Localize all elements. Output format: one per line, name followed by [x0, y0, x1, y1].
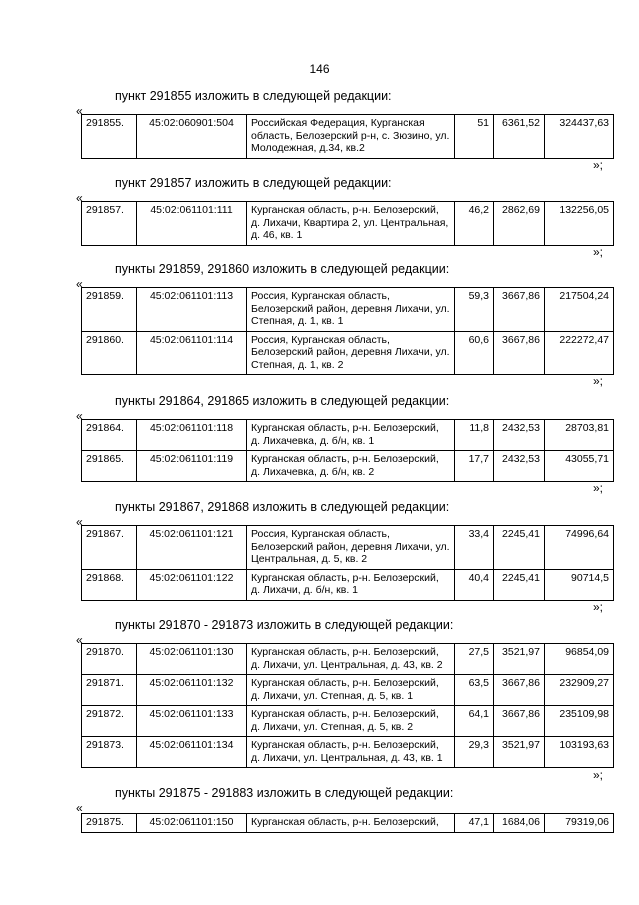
- item-number: 291870.: [82, 644, 137, 675]
- unit-value: 1684,06: [494, 814, 545, 833]
- closing-quote: »;: [593, 600, 604, 614]
- address: Курганская область, р-н. Белозерский, д. Лихачи, ул. Центральная, д. 43, кв. 1: [247, 737, 455, 768]
- section-heading: пункты 291867, 291868 изложить в следующей редакции:: [115, 500, 450, 514]
- area: 64,1: [455, 706, 494, 737]
- items-table: [81, 419, 614, 482]
- item-number: 291875.: [82, 814, 137, 833]
- total-value: 217504,24: [545, 288, 614, 332]
- cadastral-number: 45:02:061101:133: [137, 706, 247, 737]
- opening-quote: «: [76, 277, 83, 291]
- unit-value: 2432,53: [494, 420, 545, 451]
- unit-value: 2245,41: [494, 569, 545, 600]
- item-number: 291860.: [82, 331, 137, 375]
- unit-value: 3521,97: [494, 737, 545, 768]
- cadastral-number: 45:02:061101:113: [137, 288, 247, 332]
- table-row: [82, 644, 614, 675]
- total-value: 28703,81: [545, 420, 614, 451]
- cadastral-number: 45:02:061101:134: [137, 737, 247, 768]
- cadastral-number: 45:02:061101:121: [137, 526, 247, 570]
- area: 46,2: [455, 202, 494, 246]
- address: Россия, Курганская область, Белозерский район, деревня Лихачи, ул. Степная, д. 1, кв. 2: [247, 331, 455, 375]
- section-heading: пункт 291857 изложить в следующей редакции:: [115, 176, 392, 190]
- unit-value: 2862,69: [494, 202, 545, 246]
- address: Курганская область, р-н. Белозерский, д. Лихачи, Квартира 2, ул. Центральная, д. 46, кв. 1: [247, 202, 455, 246]
- unit-value: 3667,86: [494, 675, 545, 706]
- opening-quote: «: [76, 633, 83, 647]
- items-table: [81, 813, 614, 833]
- area: 47,1: [455, 814, 494, 833]
- closing-quote: »;: [593, 158, 604, 172]
- closing-quote: »;: [593, 245, 604, 259]
- address: Курганская область, р-н. Белозерский, д. Лихачи, ул. Степная, д. 5, кв. 2: [247, 706, 455, 737]
- unit-value: 3667,86: [494, 706, 545, 737]
- area: 60,6: [455, 331, 494, 375]
- cadastral-number: 45:02:061101:118: [137, 420, 247, 451]
- address: Курганская область, р-н. Белозерский, д. Лихачи, ул. Степная, д. 5, кв. 1: [247, 675, 455, 706]
- cadastral-number: 45:02:060901:504: [137, 115, 247, 159]
- unit-value: 6361,52: [494, 115, 545, 159]
- total-value: 43055,71: [545, 451, 614, 482]
- total-value: 222272,47: [545, 331, 614, 375]
- section-heading: пункты 291859, 291860 изложить в следующей редакции:: [115, 262, 450, 276]
- item-number: 291868.: [82, 569, 137, 600]
- total-value: 235109,98: [545, 706, 614, 737]
- address: Курганская область, р-н. Белозерский, д. Лихачевка, д. б/н, кв. 2: [247, 451, 455, 482]
- unit-value: 2432,53: [494, 451, 545, 482]
- section-heading: пункты 291864, 291865 изложить в следующей редакции:: [115, 394, 450, 408]
- address: Россия, Курганская область, Белозерский район, деревня Лихачи, ул. Степная, д. 1, кв. 1: [247, 288, 455, 332]
- item-number: 291872.: [82, 706, 137, 737]
- table-row: [82, 331, 614, 375]
- item-number: 291871.: [82, 675, 137, 706]
- unit-value: 3667,86: [494, 288, 545, 332]
- area: 59,3: [455, 288, 494, 332]
- opening-quote: «: [76, 409, 83, 423]
- item-number: 291857.: [82, 202, 137, 246]
- cadastral-number: 45:02:061101:130: [137, 644, 247, 675]
- items-table: [81, 287, 614, 375]
- item-number: 291867.: [82, 526, 137, 570]
- area: 17,7: [455, 451, 494, 482]
- opening-quote: «: [76, 801, 83, 815]
- table-row: [82, 115, 614, 159]
- unit-value: 3521,97: [494, 644, 545, 675]
- area: 29,3: [455, 737, 494, 768]
- item-number: 291873.: [82, 737, 137, 768]
- items-table: [81, 114, 614, 159]
- table-row: [82, 420, 614, 451]
- address: Россия, Курганская область, Белозерский район, деревня Лихачи, ул. Центральная, д. 5, кв. 2: [247, 526, 455, 570]
- table-row: [82, 814, 614, 833]
- table-row: [82, 675, 614, 706]
- address: Курганская область, р-н. Белозерский, д. Лихачевка, д. б/н, кв. 1: [247, 420, 455, 451]
- cadastral-number: 45:02:061101:114: [137, 331, 247, 375]
- table-row: [82, 451, 614, 482]
- table-row: [82, 569, 614, 600]
- cadastral-number: 45:02:061101:119: [137, 451, 247, 482]
- item-number: 291855.: [82, 115, 137, 159]
- area: 27,5: [455, 644, 494, 675]
- area: 40,4: [455, 569, 494, 600]
- area: 63,5: [455, 675, 494, 706]
- items-table: [81, 201, 614, 246]
- table-row: [82, 288, 614, 332]
- opening-quote: «: [76, 515, 83, 529]
- total-value: 132256,05: [545, 202, 614, 246]
- total-value: 74996,64: [545, 526, 614, 570]
- cadastral-number: 45:02:061101:150: [137, 814, 247, 833]
- address: Российская Федерация, Курганская область, Белозерский р-н, с. Зюзино, ул. Молодежная, д.34, кв.2: [247, 115, 455, 159]
- table-row: [82, 706, 614, 737]
- table-row: [82, 202, 614, 246]
- unit-value: 3667,86: [494, 331, 545, 375]
- cadastral-number: 45:02:061101:111: [137, 202, 247, 246]
- opening-quote: «: [76, 191, 83, 205]
- address: Курганская область, р-н. Белозерский, д. Лихачи, д. б/н, кв. 1: [247, 569, 455, 600]
- total-value: 79319,06: [545, 814, 614, 833]
- items-table: [81, 643, 614, 768]
- table-row: [82, 737, 614, 768]
- unit-value: 2245,41: [494, 526, 545, 570]
- address: Курганская область, р-н. Белозерский,: [247, 814, 455, 833]
- items-table: [81, 525, 614, 601]
- closing-quote: »;: [593, 481, 604, 495]
- area: 11,8: [455, 420, 494, 451]
- total-value: 103193,63: [545, 737, 614, 768]
- item-number: 291865.: [82, 451, 137, 482]
- address: Курганская область, р-н. Белозерский, д. Лихачи, ул. Центральная, д. 43, кв. 2: [247, 644, 455, 675]
- total-value: 90714,5: [545, 569, 614, 600]
- area: 51: [455, 115, 494, 159]
- total-value: 96854,09: [545, 644, 614, 675]
- total-value: 232909,27: [545, 675, 614, 706]
- item-number: 291864.: [82, 420, 137, 451]
- closing-quote: »;: [593, 768, 604, 782]
- section-heading: пункты 291875 - 291883 изложить в следующей редакции:: [115, 786, 454, 800]
- section-heading: пункт 291855 изложить в следующей редакции:: [115, 89, 392, 103]
- section-heading: пункты 291870 - 291873 изложить в следующей редакции:: [115, 618, 454, 632]
- opening-quote: «: [76, 104, 83, 118]
- cadastral-number: 45:02:061101:122: [137, 569, 247, 600]
- cadastral-number: 45:02:061101:132: [137, 675, 247, 706]
- item-number: 291859.: [82, 288, 137, 332]
- table-row: [82, 526, 614, 570]
- area: 33,4: [455, 526, 494, 570]
- page-number: 146: [309, 62, 330, 76]
- closing-quote: »;: [593, 374, 604, 388]
- total-value: 324437,63: [545, 115, 614, 159]
